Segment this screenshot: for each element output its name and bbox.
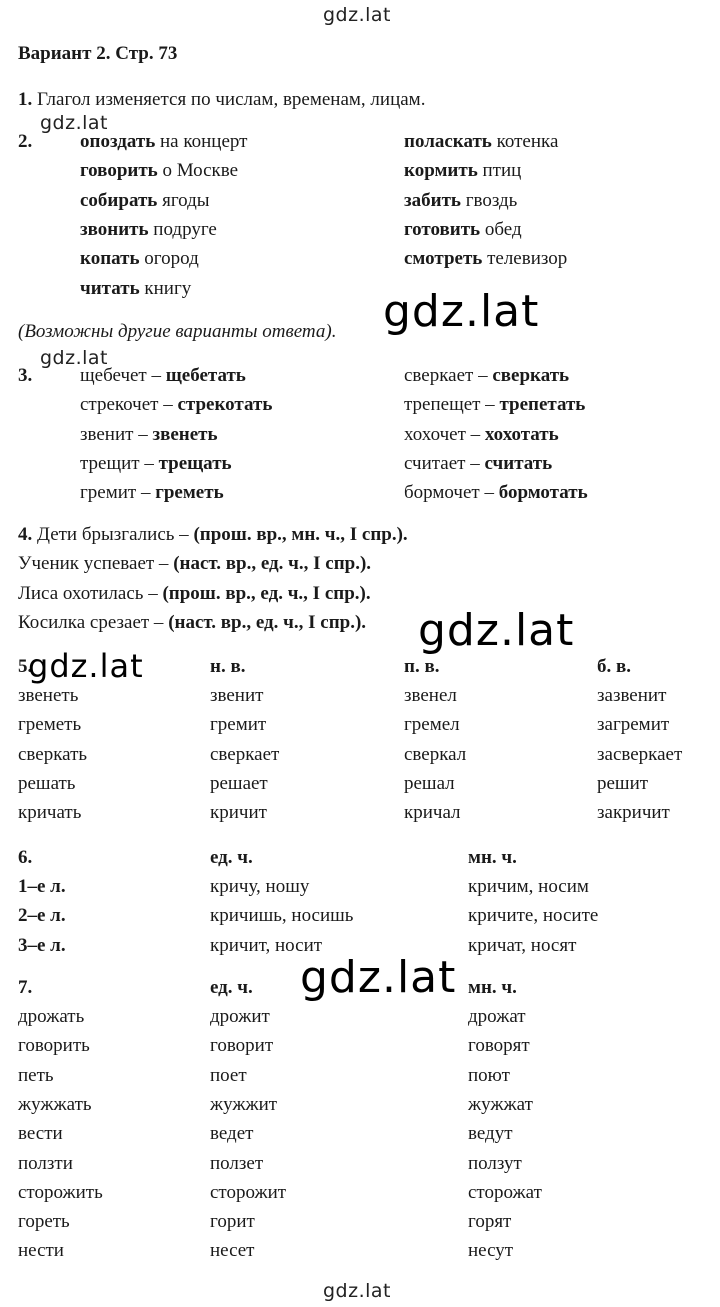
q7-cell: горит: [210, 1211, 255, 1233]
q3-form: считает –: [404, 452, 485, 474]
watermark: gdz.lat: [300, 952, 457, 1003]
q3-infinitive: бормотать: [498, 482, 588, 504]
q6-cell: 1–е л.: [18, 876, 66, 897]
q4-line: [18, 552, 371, 576]
q3-infinitive: трещать: [158, 452, 232, 474]
q3-right-item: [404, 423, 559, 447]
q2-right-item: [404, 159, 521, 183]
q7-cell: сторожат: [468, 1181, 542, 1203]
q7-cell: говорить: [18, 1035, 90, 1057]
q3-form: хохочет –: [404, 423, 485, 445]
q2-left-item: [80, 159, 238, 183]
q2-object: о Москве: [157, 160, 239, 182]
q2-right-item: [404, 218, 522, 242]
q3-infinitive: звенеть: [152, 423, 218, 445]
q3-form: звенит –: [80, 423, 153, 445]
q2-verb: готовить: [404, 218, 481, 240]
q7-cell: поет: [210, 1064, 247, 1086]
q2-object: огород: [139, 248, 199, 270]
q3-form: гремит –: [80, 482, 156, 504]
q2-verb: кормить: [404, 160, 478, 182]
q5-cell: греметь: [18, 714, 82, 736]
watermark: gdz.lat: [418, 605, 575, 656]
q7-cell: говорит: [210, 1035, 274, 1057]
q7-number: 7.: [18, 977, 33, 998]
q7-cell: ползти: [18, 1152, 73, 1174]
q5-cell: звенит: [210, 685, 264, 706]
q3-form: бормочет –: [404, 482, 499, 504]
q2-note: (Возможны другие варианты ответа).: [18, 321, 337, 342]
q5-cell: кричать: [18, 802, 82, 824]
q5-cell: кричит: [210, 802, 267, 824]
q7-cell: сторожить: [18, 1181, 103, 1203]
q2-left-item: [80, 189, 210, 213]
q3-left-item: [80, 393, 272, 417]
q4-answer: (прош. вр., мн. ч., I спр.).: [193, 524, 408, 545]
watermark: gdz.lat: [323, 1280, 392, 1302]
q4-answer: (наст. вр., ед. ч., I спр.).: [173, 553, 372, 575]
q1-line: [18, 88, 425, 112]
q5-cell: решать: [18, 772, 76, 794]
q7-cell: несут: [468, 1240, 514, 1262]
q2-object: телевизор: [482, 248, 568, 270]
q7-cell: жужжать: [18, 1093, 92, 1115]
q5-cell: сверкать: [18, 743, 88, 765]
q7-cell: ведут: [468, 1123, 513, 1145]
q3-left-item: [80, 481, 224, 505]
q5-cell: сверкал: [404, 743, 467, 765]
q2-left-item: [80, 247, 199, 271]
q6-cell: кричит, носит: [210, 934, 323, 956]
q2-verb: забить: [404, 189, 461, 211]
q7-cell: нести: [18, 1240, 64, 1262]
q2-verb: читать: [80, 277, 140, 299]
q1-number: 1.: [18, 89, 33, 110]
q7-cell: гореть: [18, 1211, 70, 1233]
q5-cell: закричит: [597, 802, 670, 824]
q2-object: обед: [480, 218, 522, 240]
q2-verb: поласкать: [404, 131, 492, 152]
q2-object: подруге: [148, 218, 217, 240]
q3-right-item: [404, 393, 585, 417]
q7-cell: дрожать: [18, 1006, 85, 1027]
q6-cell: кричу, ношу: [210, 876, 310, 897]
q3-form: трепещет –: [404, 394, 500, 416]
q5-cell: засверкает: [597, 743, 683, 765]
q7-cell: дрожит: [210, 1006, 270, 1027]
q6-cell: кричим, носим: [468, 876, 589, 897]
q3-form: щебечет –: [80, 365, 166, 386]
q2-verb: смотреть: [404, 248, 483, 270]
q4-line: [18, 582, 371, 606]
watermark: gdz.lat: [40, 112, 109, 134]
q3-infinitive: стрекотать: [177, 394, 273, 416]
q4-sentence: Косилка срезает –: [18, 611, 169, 633]
q6-cell: 3–е л.: [18, 934, 66, 956]
q2-object: книгу: [139, 277, 192, 299]
q5-cell: кричал: [404, 802, 461, 824]
q3-right-item: [404, 364, 569, 388]
q2-object: котенка: [491, 131, 559, 152]
q7-cell: говорят: [468, 1035, 530, 1057]
q7-cell: ползет: [210, 1152, 264, 1174]
q6-cell: кричат, носят: [468, 934, 577, 956]
q5-cell: решал: [404, 772, 455, 794]
q4-sentence: Дети брызгались –: [37, 524, 194, 545]
q2-object: гвоздь: [460, 189, 518, 211]
q5-header: н. в.: [210, 656, 246, 677]
q5-cell: загремит: [597, 714, 670, 736]
q5-cell: звенеть: [18, 685, 79, 706]
q4-number: 4.: [18, 524, 33, 545]
q2-left-item: [80, 277, 191, 301]
q6-cell: 2–е л.: [18, 905, 66, 927]
q7-cell: горят: [468, 1211, 512, 1233]
q4-line: [18, 611, 366, 635]
watermark: gdz.lat: [28, 647, 144, 685]
q2-verb: говорить: [80, 160, 158, 182]
q3-number: 3.: [18, 365, 33, 386]
q7-header: мн. ч.: [468, 977, 517, 998]
q3-infinitive: трепетать: [499, 394, 586, 416]
q2-right-item: [404, 130, 558, 154]
q7-cell: дрожат: [468, 1006, 526, 1027]
q5-header: п. в.: [404, 656, 440, 677]
watermark: gdz.lat: [383, 286, 540, 337]
q4-line: [18, 523, 408, 547]
q6-header: ед. ч.: [210, 847, 253, 868]
q4-sentence: Лиса охотилась –: [18, 582, 163, 604]
q3-infinitive: греметь: [155, 482, 224, 504]
q2-number: 2.: [18, 131, 33, 152]
q3-right-item: [404, 481, 588, 505]
q5-cell: звенел: [404, 685, 457, 706]
q5-header: б. в.: [597, 656, 632, 677]
q3-left-item: [80, 452, 232, 476]
q6-cell: кричишь, носишь: [210, 905, 354, 927]
q2-right-item: [404, 189, 517, 213]
q6-cell: кричите, носите: [468, 905, 599, 927]
q2-verb: копать: [80, 248, 140, 270]
q3-form: стрекочет –: [80, 394, 178, 416]
q7-cell: вести: [18, 1123, 63, 1145]
q2-verb: опоздать: [80, 131, 156, 152]
q3-infinitive: считать: [484, 452, 553, 474]
q2-left-item: [80, 130, 247, 154]
q5-cell: зазвенит: [597, 685, 667, 706]
watermark: gdz.lat: [323, 4, 392, 26]
q5-cell: решает: [210, 772, 268, 794]
q2-left-item: [80, 218, 217, 242]
q7-cell: сторожит: [210, 1181, 287, 1203]
watermark: gdz.lat: [40, 347, 109, 369]
q6-header: мн. ч.: [468, 847, 517, 868]
q7-cell: ведет: [210, 1123, 254, 1145]
q7-cell: ползут: [468, 1152, 522, 1174]
q4-answer: (наст. вр., ед. ч., I спр.).: [168, 611, 367, 633]
q5-number: 5.: [18, 656, 33, 677]
q5-cell: сверкает: [210, 743, 280, 765]
q7-header: ед. ч.: [210, 977, 253, 998]
q7-cell: петь: [18, 1064, 54, 1086]
q3-left-item: [80, 364, 246, 388]
q3-right-item: [404, 452, 552, 476]
q6-number: 6.: [18, 847, 33, 868]
q2-object: на концерт: [155, 131, 248, 152]
q3-infinitive: щебетать: [165, 365, 246, 386]
q2-verb: собирать: [80, 189, 158, 211]
q5-cell: гремел: [404, 714, 460, 736]
q3-left-item: [80, 423, 218, 447]
q2-right-item: [404, 247, 567, 271]
q7-cell: жужжат: [468, 1093, 533, 1115]
q3-infinitive: сверкать: [492, 365, 570, 386]
q4-sentence: Ученик успевает –: [18, 553, 174, 575]
q5-cell: гремит: [210, 714, 267, 736]
q5-cell: решит: [597, 772, 649, 794]
q2-verb: звонить: [80, 218, 149, 240]
q3-infinitive: хохотать: [484, 423, 559, 445]
q7-cell: жужжит: [210, 1093, 278, 1115]
q2-object: птиц: [477, 160, 522, 182]
q1-text: Глагол изменяется по числам, временам, лицам.: [37, 89, 426, 110]
q3-form: трещит –: [80, 452, 159, 474]
page-title: Вариант 2. Стр. 73: [18, 43, 178, 64]
q4-answer: (прош. вр., ед. ч., I спр.).: [162, 582, 371, 604]
q7-cell: поют: [468, 1064, 510, 1086]
q3-form: сверкает –: [404, 365, 493, 386]
q7-cell: несет: [210, 1240, 255, 1262]
q2-object: ягоды: [157, 189, 210, 211]
